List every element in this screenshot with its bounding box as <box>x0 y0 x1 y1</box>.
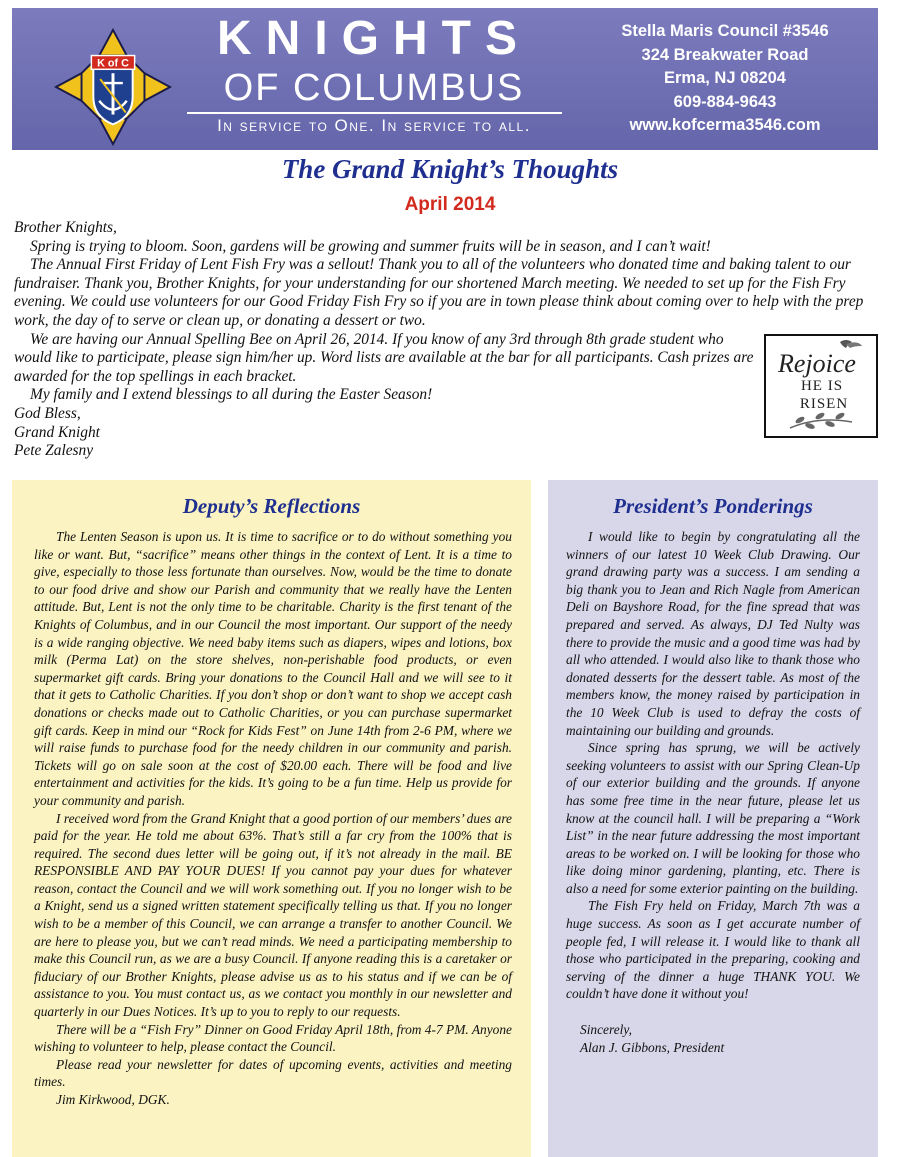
header-divider <box>187 112 562 114</box>
org-title-line2: OF COLUMBUS <box>223 67 525 109</box>
gk-paragraph: We are having our Annual Spelling Bee on April 26, 2014. If you know of any 3rd through 8th grade student who would like to participate, please sign him/her up. Word lists are available at the bar for all participants. Cash prizes are awarded for the top spellings in each bracket. <box>14 330 754 385</box>
knights-of-columbus-emblem-icon <box>54 28 172 146</box>
newsletter-date: April 2014 <box>404 194 496 215</box>
gk-paragraph: The Annual First Friday of Lent Fish Fry was a sellout! Thank you to all of the volunteers who donated time and baking talent to our fundraiser. Thank you, Brother Knights, for your understanding for our shortened March meeting. We needed to set up for the Fish Fry evening. We could use volunteers for our Good Friday Fish Fry so if you are in town please think about coming over to help with the prep work, the day of to serve or clean up, or donating a dessert or two. <box>14 256 864 329</box>
easter-line1: Rejoice <box>778 349 856 378</box>
deputy-title: Deputy’s Reflections <box>182 494 361 518</box>
president-paragraph: I would like to begin by congratulating all the winners of our latest 10 Week Club Drawing. Our grand drawing party was a success. I am sending a big thank you to Jean and Rich Nagle from American Deli on Bayshore Road, for the fine spread that was prepared and served. As always, DJ Ted Nulty was there to provide the music and a good time was had by all who attended. I would also like to thank those who donated desserts for the dessert table. As most of the members know, the money raised by participation in the 10 Week Club is used to defray the costs of maintaining our building and grounds. <box>566 529 860 738</box>
org-motto: In service to One. In service to all. <box>217 116 531 135</box>
president-signature: Alan J. Gibbons, President <box>580 1039 725 1055</box>
gk-signature-title: Grand Knight <box>14 423 100 441</box>
deputy-paragraph: There will be a “Fish Fry” Dinner on Good Friday April 18th, from 4-7 PM. Anyone wishing to volunteer to help, please contact the Council. <box>34 1021 512 1055</box>
deputy-paragraph: I received word from the Grand Knight that a good portion of our members’ dues are paid for the year. He told me about 63%. That’s still a far cry from the 100% that is required. The second dues letter will be going out, if it’s not already in the mail. BE RESPONSIBLE AND PAY YOUR DUES! If you cannot pay your dues for whatever reason, contact the Council and we will work something out. If you no longer wish to be a Knight, send us a signed written statement specifically telling us that. If you no longer wish to be a member of this Council, we can arrange a transfer to another Council. We are here to please you, but we can’t read minds. We need a participating membership to make this Council run, as we are a busy Council. If anyone reading this is a caretaker or fiduciary of our Brother Knights, please advise us as to his status and if we can be of assistance to you. You must contact us, as we contact you monthly in our newsletter and quarterly in our Dues Notices. It’s up to you to reply to our requests. <box>34 810 512 1020</box>
salutation: Brother Knights, <box>14 219 117 236</box>
president-closing: Sincerely, <box>580 1022 632 1038</box>
council-name: Stella Maris Council #3546 <box>621 22 829 40</box>
easter-graphic <box>764 334 878 438</box>
president-body <box>566 528 860 1056</box>
dove-icon <box>840 340 862 348</box>
emblem-text: K of C <box>97 57 129 70</box>
president-title: President’s Ponderings <box>613 494 813 518</box>
president-signoff <box>566 1021 860 1056</box>
council-info <box>580 20 870 138</box>
council-city: Erma, NJ 08204 <box>663 69 786 87</box>
easter-line3: RISEN <box>799 396 849 412</box>
deputy-paragraph: The Lenten Season is upon us. It is time to sacrifice or to do without something you like or want. But, “sacrifice” means other things in the context of Lent. It is a time to give, especially to those less fortunate than ourselves. Now, would be the time to donate to our food drive and show our Parish and community that we really have the Lenten attitude. But, Lent is not the only time to be charitable. Charity is the first tenant of the Knights of Columbus, and in our Council the most important. Our support of the needy is a wide ranging objective. We need baby items such as diapers, wipes and lotions, box milk (Perma Lat) on the store shelves, non-perishable food products, or even supermarket gift cards. Bring your donations to the Council Hall and we will see to it that it gets to Catholic Charities. If you don’t shop or don’t want to shop we accept cash donations or checks made out to Catholic Charities, or you can purchase supermarket gift cards. Keep in mind our “Rock for Kids Fest” on June 14th from 2-6 PM, where we will raise funds to purchase food for the needy children in our community and parish. Tickets will go on sale soon at the cost of $20.00 each. There will be food and live entertainment and activities for the kids. It’s going to be a fun time. Help us provide for your community and parish. <box>34 529 512 808</box>
deputy-reflections-column <box>12 480 531 1157</box>
council-website[interactable]: www.kofcerma3546.com <box>629 116 821 134</box>
gk-paragraph: Spring is trying to bloom. Soon, gardens will be growing and summer fruits will be in season, and I can’t wait! <box>30 237 711 255</box>
gk-paragraph: My family and I extend blessings to all during the Easter Season! <box>30 386 433 404</box>
council-phone: 609-884-9643 <box>673 92 777 111</box>
deputy-body <box>34 528 512 1109</box>
leaf-branch-icon <box>790 411 852 430</box>
president-paragraph: Since spring has sprung, we will be actively seeking volunteers to assist with our Spring Clean-Up of our exterior building and the grounds. If anyone has some free time in the near future, please let us know at the council hall. I will be preparing a “Work List” in the near future addressing the most important areas to be worked on. I will be looking for those who like doing minor gardening, planting, etc. There is also a need for some exterior painting on the building. <box>566 740 860 896</box>
deputy-paragraph: Please read your newsletter for dates of upcoming events, activities and meeting times. <box>34 1056 512 1090</box>
rejoice-graphic <box>766 336 876 436</box>
grand-knight-title: The Grand Knight’s Thoughts <box>281 154 619 184</box>
deputy-signature: Jim Kirkwood, DGK. <box>56 1092 170 1107</box>
gk-signature-name: Pete Zalesny <box>14 442 94 460</box>
easter-line2: HE IS <box>800 378 844 394</box>
grand-knight-letter <box>14 219 886 461</box>
president-paragraph: The Fish Fry held on Friday, March 7th was a huge success. As soon as I get accurate number of people fed, I will release it. I would like to thank all those who participated in the preparing, cooking and serving of the dinner a huge THANK YOU. We couldn’t have done it without you! <box>566 898 860 1002</box>
council-address: 324 Breakwater Road <box>641 45 809 64</box>
org-title-line1: KNIGHTS <box>217 12 531 65</box>
president-ponderings-column <box>548 480 878 1157</box>
gk-closing: God Bless, <box>14 404 81 422</box>
header-banner <box>12 8 878 150</box>
